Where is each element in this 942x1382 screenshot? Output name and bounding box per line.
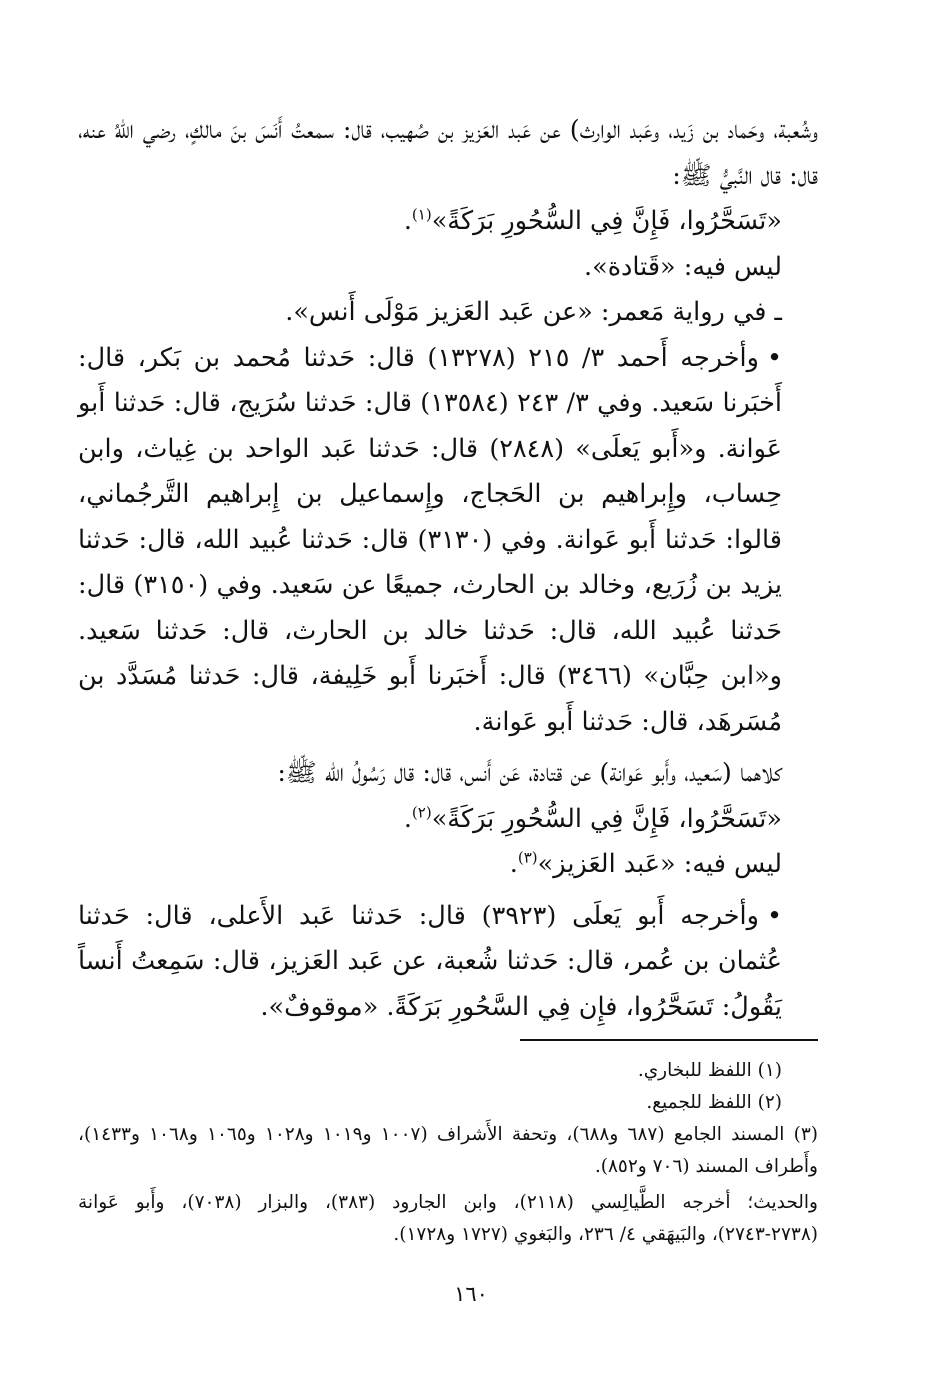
note-text: ليس فيه: «عَبد العَزيز» xyxy=(537,849,782,879)
paragraph-ahmad-takhrij xyxy=(78,336,818,746)
page-number: ١٦٠ xyxy=(454,1282,488,1306)
footnote-ref-3: (٣) xyxy=(517,848,538,867)
footnote-separator xyxy=(520,1039,818,1041)
note-not-included-qatada: ليس فيه: «قَتادة». xyxy=(583,251,782,282)
note-not-included-abdulaziz xyxy=(78,842,818,888)
bullet-icon: • xyxy=(766,342,783,373)
note-mamar-narration: ـ في رواية مَعمر: «عن عَبد العَزيز مَوْلَى أَنس». xyxy=(285,297,782,327)
hadith-text-2 xyxy=(78,797,818,843)
hadith-period: . xyxy=(403,803,412,834)
hadith-period: . xyxy=(403,206,412,236)
footnote-ref-2: (٢) xyxy=(411,803,432,821)
footnote-1: (١) اللفظ للبخاري. xyxy=(637,1060,782,1081)
paragraph-abu-yala-takhrij xyxy=(78,894,818,1031)
footnote-2: (٢) اللفظ للجميع. xyxy=(646,1092,782,1113)
footnote-3-continuation: والحديث؛ أخرجه الطَّيالِسي (٢١١٨)، وابن الجارود (٣٨٣)، والبزار (٧٠٣٨)، وأَبو عَوانة (٢٧٣٨-٢٧٤٣)، والبَيهَقي ٤/ ٢٣٦، والبَغوي (١٧٢٧ و١٧٢٨). xyxy=(78,1192,818,1245)
ahmad-takhrij-text: وأخرجه أَحمد ٣/ ٢١٥ (١٣٢٧٨) قال: حَدثنا مُحمد بن بَكر، قال: أَخبَرنا سَعيد. وفي ٣/ ٢٤٣ (١٣٥٨٤) قال: حَدثنا سُرَيج، قال: حَدثنا أَبو عَوانة. و«أَبو يَعلَى» (٢٨٤٨) قال: حَدثنا عَبد الواحد بن غِياث، وابن حِساب، وإِبراهيم بن الحَجاج، وإِسماعيل بن إِبراهيم التَّرجُماني، قالوا: حَدثنا أَبو عَوانة. وفي (٣١٣٠) قال: حَدثنا عُبيد الله، قال: حَدثنا يزيد بن زُرَيع، وخالد بن الحارث، جميعًا عن سَعيد. وفي (٣١٥٠) قال: حَدثنا عُبيد الله، قال: حَدثنا خالد بن الحارث، قال: حَدثنا سَعيد. و«ابن حِبَّان» (٣٤٦٦) قال: أَخبَرنا أَبو خَلِيفة، قال: حَدثنا مُسَدَّد بن مُسَرهَد، قال: حَدثنا أَبو عَوانة. xyxy=(78,342,782,737)
footnote-ref-1: (١) xyxy=(411,205,432,224)
paragraph-isnad-continuation: وشُعبة، وحَماد بن زَيد، وعَبد الوارث) عن عَبد العَزيز بن صُهيب، قال: سمعتُ أَنَسَ بنَ مالكٍ، رضي اللهُ عنه، قال: قال النَّبيُّ ﷺ: xyxy=(78,115,818,191)
hadith-quote: «تَسَحَّرُوا، فَإِنَّ فِي السُّحُورِ بَرَكَةً» xyxy=(431,206,782,236)
bullet-icon: • xyxy=(766,900,782,931)
abu-yala-takhrij-text: وأخرجه أَبو يَعلَى (٣٩٢٣) قال: حَدثنا عَبد الأَعلى، قال: حَدثنا عُثمان بن عُمر، قال: حَدثنا شُعبة، عن عَبد العَزيز، قال: سَمِعتُ أَنساً يَقُولُ: تَسَحَّرُوا، فإِن فِي السَّحُورِ بَرَكَةً. «موقوفٌ». xyxy=(78,900,782,1022)
hadith-text-1 xyxy=(78,199,818,245)
footnote-3: (٣) المسند الجامع (٦٨٧ و٦٨٨)، وتحفة الأَشراف (١٠٠٧ و١٠١٩ و١٠٢٨ و١٠٦٥ و١٠٦٨ و١٤٣٣)، وأَطراف المسند (٧٠٦ و٨٥٢). xyxy=(78,1124,818,1177)
paragraph-both-narrators: كلاهما (سَعيد، وأَبو عَوانة) عن قتادة، عَن أَنس، قال: قال رَسُولُ الله ﷺ: xyxy=(277,758,782,788)
note-period: . xyxy=(509,849,518,879)
footnotes xyxy=(78,1055,818,1251)
hadith-quote: «تَسَحَّرُوا، فَإِنَّ فِي السُّحُورِ بَرَكَةً» xyxy=(431,803,782,834)
main-text xyxy=(78,108,818,1030)
